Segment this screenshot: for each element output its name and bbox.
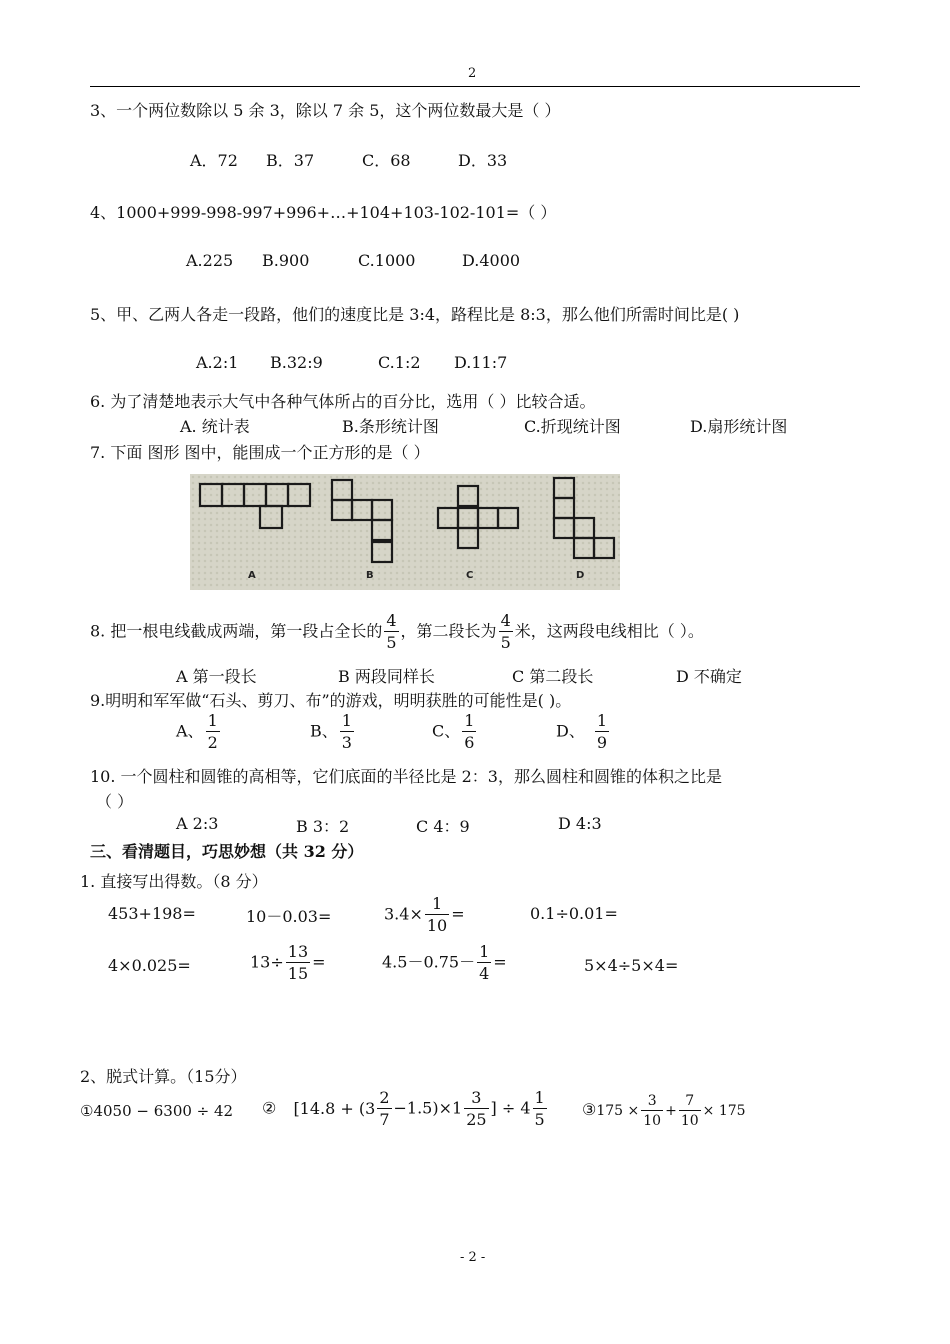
net-label-b: B <box>366 570 374 581</box>
calc-item-8: 5×4÷5×4= <box>584 956 679 975</box>
q9-a-den: 2 <box>207 733 218 752</box>
q5-option-b: B.32:9 <box>270 353 323 372</box>
q10-option-c: C 4：9 <box>416 817 470 836</box>
calc-item-7 <box>382 944 507 982</box>
calc-item-3-post: = <box>451 904 465 924</box>
q10-option-d: D 4:3 <box>558 814 602 833</box>
expression-3-part-c: × 175 <box>702 1103 746 1119</box>
q8-option-a: A 第一段长 <box>176 667 257 686</box>
q10-option-b: B 3：2 <box>296 817 350 836</box>
question-10-blank: （ ） <box>96 792 134 811</box>
q4-option-a: A.225 <box>186 251 234 270</box>
q5-option-d: D.11:7 <box>454 353 508 372</box>
q9-option-b-fraction <box>340 713 354 751</box>
q6-option-b: B.条形统计图 <box>342 417 439 436</box>
q9-option-d <box>556 713 611 751</box>
q9-c-num: 1 <box>464 711 475 730</box>
q9-d-den: 9 <box>596 733 608 752</box>
q8-fraction-2 <box>499 613 513 651</box>
q4-option-b: B.900 <box>262 251 310 270</box>
cube-nets-diagram <box>190 474 620 590</box>
q9-option-b-label: B、 <box>310 721 338 741</box>
q8-frac1-den: 5 <box>386 633 397 652</box>
q8-frac1-num: 4 <box>386 611 397 630</box>
header-page-number: 2 <box>468 66 477 81</box>
s3q1-title: 1. 直接写出得数。（8 分） <box>80 872 268 891</box>
calc-item-3-num: 1 <box>425 896 449 915</box>
q10-option-a: A 2:3 <box>176 814 219 833</box>
calc-item-6-post: = <box>312 952 326 972</box>
expression-1: ①4050 − 6300 ÷ 42 <box>80 1102 234 1120</box>
calc-item-6 <box>250 944 326 982</box>
q8-option-d: D 不确定 <box>676 667 742 686</box>
e3-f1-num: 3 <box>641 1094 663 1111</box>
expression-2-part-b: −1.5)×1 <box>393 1098 463 1118</box>
q8-frac2-num: 4 <box>500 611 511 630</box>
q9-option-a <box>176 713 222 751</box>
question-8 <box>90 613 704 651</box>
e3-f2-den: 10 <box>680 1113 699 1129</box>
calc-item-7-post: = <box>493 952 507 972</box>
q8-text-mid: ，第二段长为 <box>400 621 497 641</box>
q8-text-post: 米，这两段电线相比（ ）。 <box>514 621 704 641</box>
question-5: 5、甲、乙两人各走一段路，他们的速度比是 3:4，路程比是 8:3，那么他们所需时间比是( ) <box>90 305 740 324</box>
calc-item-6-den: 15 <box>287 964 309 983</box>
q3-option-d: D．33 <box>458 151 508 170</box>
calc-item-1: 453+198= <box>108 904 196 923</box>
net-label-d: D <box>576 570 585 581</box>
q4-option-d: D.4000 <box>462 251 521 270</box>
expression-3-part-a: 175 × <box>596 1103 640 1119</box>
calc-item-4: 0.1÷0.01= <box>530 904 618 923</box>
expression-2-part-a: [14.8 + (3 <box>293 1098 376 1118</box>
calc-item-7-den: 4 <box>479 964 490 983</box>
expression-2-mark: ② <box>262 1098 277 1118</box>
q3-option-b: B．37 <box>266 151 315 170</box>
e2-f1-den: 7 <box>379 1110 390 1129</box>
q8-option-c: C 第二段长 <box>512 667 594 686</box>
calc-item-7-num: 1 <box>479 942 490 961</box>
net-label-a: A <box>248 570 256 581</box>
e3-f2-num: 7 <box>679 1094 701 1111</box>
calc-item-7-fraction <box>477 944 491 982</box>
q6-option-c: C.折现统计图 <box>524 417 621 436</box>
e2-f1-num: 2 <box>379 1088 390 1107</box>
net-label-c: C <box>466 570 474 581</box>
question-10: 10. 一个圆柱和圆锥的高相等，它们底面的半径比是 2：3，那么圆柱和圆锥的体积之比是 <box>90 767 722 786</box>
calc-item-3 <box>384 896 465 934</box>
expression-2-fraction-1 <box>377 1090 391 1128</box>
calc-item-3-den: 10 <box>426 916 448 935</box>
q9-b-num: 1 <box>341 711 352 730</box>
calc-item-6-num: 13 <box>287 942 309 961</box>
cube-net-figure <box>190 474 620 590</box>
q9-option-c-fraction <box>462 713 476 751</box>
q8-option-b: B 两段同样长 <box>338 667 435 686</box>
q8-text-pre: 8. 把一根电线截成两端，第一段占全长的 <box>90 621 383 641</box>
question-6: 6. 为了清楚地表示大气中各种气体所占的百分比，选用（ ）比较合适。 <box>90 392 596 411</box>
calc-item-5: 4×0.025= <box>108 956 191 975</box>
question-7: 7. 下面 图形 图中，能围成一个正方形的是（ ） <box>90 443 430 462</box>
q9-option-d-label: D、 <box>556 721 585 741</box>
q6-option-d: D.扇形统计图 <box>690 417 788 436</box>
expression-3-part-b: + <box>665 1103 677 1119</box>
expression-2 <box>262 1090 549 1128</box>
header-rule <box>90 86 860 87</box>
question-4: 4、1000+999-998-997+996+…+104+103-102-101=（ ） <box>90 203 557 222</box>
q3-option-c: C．68 <box>362 151 411 170</box>
expression-2-fraction-2 <box>464 1090 488 1128</box>
calc-item-3-fraction <box>425 896 449 934</box>
q9-option-a-label: A、 <box>176 721 204 741</box>
q9-b-den: 3 <box>341 733 352 752</box>
q9-option-c <box>432 713 478 751</box>
q9-c-den: 6 <box>464 733 475 752</box>
expression-3-mark: ③ <box>582 1100 597 1119</box>
question-3: 3、一个两位数除以 5 余 3，除以 7 余 5，这个两位数最大是（ ） <box>90 101 561 120</box>
calc-item-6-fraction <box>286 944 310 982</box>
q9-a-num: 1 <box>207 711 218 730</box>
q9-option-d-fraction <box>595 713 609 751</box>
q3-option-a: A．72 <box>190 151 238 170</box>
e2-f3-den: 5 <box>534 1110 545 1129</box>
q9-option-b <box>310 713 356 751</box>
expression-2-part-c: ] ÷ 4 <box>490 1098 531 1118</box>
e2-f2-den: 25 <box>466 1110 487 1129</box>
question-9: 9.明明和军军做“石头、剪刀、布”的游戏，明明获胜的可能性是( )。 <box>90 691 572 710</box>
q5-option-a: A.2:1 <box>196 353 239 372</box>
e2-f2-num: 3 <box>464 1090 488 1109</box>
q8-fraction-1 <box>384 613 398 651</box>
q4-option-c: C.1000 <box>358 251 416 270</box>
expression-3 <box>582 1094 746 1128</box>
expression-3-fraction-1 <box>641 1094 663 1128</box>
calc-item-6-pre: 13÷ <box>250 952 284 972</box>
calc-item-3-pre: 3.4× <box>384 904 423 924</box>
footer-page-label: - 2 - <box>460 1250 486 1265</box>
q9-d-num: 1 <box>596 711 608 730</box>
calc-item-7-pre: 4.5－0.75－ <box>382 952 476 972</box>
q6-option-a: A. 统计表 <box>180 417 250 436</box>
q5-option-c: C.1:2 <box>378 353 421 372</box>
e3-f1-den: 10 <box>643 1113 662 1129</box>
e2-f3-num: 1 <box>534 1088 545 1107</box>
section-3-title: 三、看清题目，巧思妙想（共 32 分） <box>90 842 364 861</box>
q9-option-a-fraction <box>206 713 220 751</box>
expression-3-fraction-2 <box>679 1094 701 1128</box>
s3q2-title: 2、脱式计算。（15分） <box>80 1067 247 1086</box>
q9-option-c-label: C、 <box>432 721 461 741</box>
q8-frac2-den: 5 <box>500 633 511 652</box>
calc-item-2: 10－0.03= <box>246 907 332 926</box>
expression-2-fraction-3 <box>533 1090 547 1128</box>
